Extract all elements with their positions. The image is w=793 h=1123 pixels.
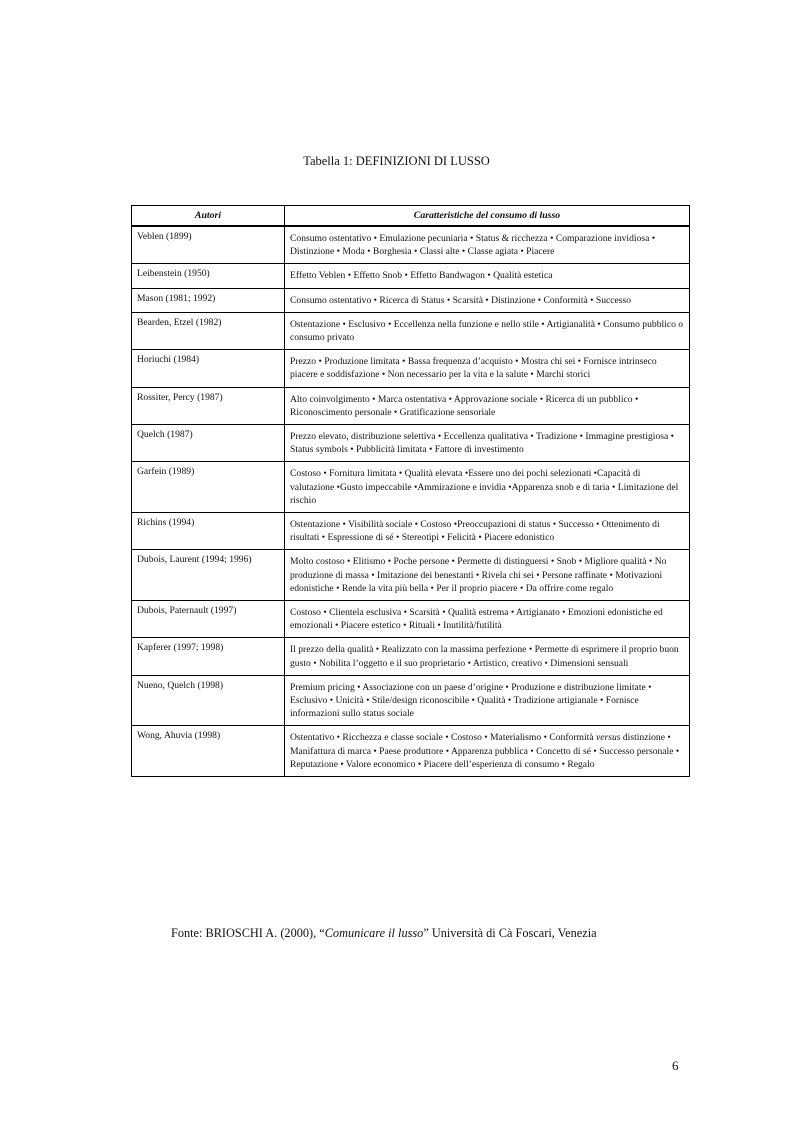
characteristics-cell: Prezzo elevato, distribuzione selettiva • Eccellenza qualitativa • Tradizione • Immagine prestigiosa • Status symbols • Pubblicità limitata • Fattore di investimento (285, 425, 690, 462)
characteristics-italic-term: versus (595, 732, 621, 744)
table-row (132, 350, 690, 387)
luxury-definitions-table-container (131, 205, 690, 777)
table-row (132, 387, 690, 424)
characteristics-cell: Consumo ostentativo • Emulazione pecuniaria • Status & ricchezza • Comparazione invidiosa • Distinzione • Moda • Borghesia • Classi alte • Classe agiata • Piacere (285, 226, 690, 264)
characteristics-cell: Il prezzo della qualità • Realizzato con la massima perfezione • Permette di esprimere il proprio buon gusto • Nobilita l’oggetto e il suo proprietario • Artistico, creativo • Dimensioni sensuali (285, 638, 690, 675)
author-cell: Dubois, Laurent (1994; 1996) (132, 550, 285, 601)
characteristics-cell: Costoso • Fornitura limitata • Qualità elevata •Essere uno dei pochi selezionati •Capacità di valutazione •Gusto impeccabile •Ammirazione e invidia •Apparenza snob e di taria • Limitazione del rischio (285, 462, 690, 513)
characteristics-cell: Effetto Veblen • Effetto Snob • Effetto Bandwagon • Qualità estetica (285, 264, 690, 288)
author-cell: Quelch (1987) (132, 425, 285, 462)
author-cell: Nueno, Quelch (1998) (132, 675, 285, 726)
author-cell: Bearden, Etzel (1982) (132, 312, 285, 349)
author-cell: Wong, Ahuvia (1998) (132, 726, 285, 777)
source-title: Comunicare il lusso (324, 926, 424, 940)
author-cell: Garfein (1989) (132, 462, 285, 513)
table-row (132, 726, 690, 777)
table-row (132, 550, 690, 601)
author-cell: Mason (1981; 1992) (132, 288, 285, 312)
characteristics-cell: Premium pricing • Associazione con un paese d’origine • Produzione e distribuzione limitate • Esclusivo • Unicità • Stile/design riconoscibile • Qualità • Tradizione artigianale • Fornisce informazioni sullo status sociale (285, 675, 690, 726)
source-prefix: Fonte: BRIOSCHI A. (2000), “ (171, 926, 325, 940)
author-cell: Horiuchi (1984) (132, 350, 285, 387)
author-cell: Richins (1994) (132, 513, 285, 550)
table-header-row (132, 206, 690, 227)
table-row (132, 425, 690, 462)
author-cell: Rossiter, Percy (1987) (132, 387, 285, 424)
table-row (132, 601, 690, 638)
table-row (132, 312, 690, 349)
luxury-definitions-table (131, 205, 690, 777)
table-row (132, 288, 690, 312)
characteristics-text-part: distinzione • Manifattura di marca • Paese produttore • Apparenza pubblica • Concetto di sé • Successo personale • Reputazione • Valore economico • Piacere dell’esperienza di consumo • Regalo (290, 732, 680, 770)
characteristics-cell: Costoso • Clientela esclusiva • Scarsità • Qualità estrema • Artigianato • Emozioni edonistiche ed emozionali • Piacere estetico • Rituali • Inutilità/futilità (285, 601, 690, 638)
table-caption: Tabella 1: DEFINIZIONI DI LUSSO (303, 154, 490, 168)
characteristics-cell: Prezzo • Produzione limitata • Bassa frequenza d’acquisto • Mostra chi sei • Fornisce intrinseco piacere e soddisfazione • Non necessario per la vita e la salute • Marchi storici (285, 350, 690, 387)
header-authors: Autori (132, 206, 285, 227)
table-row (132, 513, 690, 550)
characteristics-cell (285, 726, 690, 777)
characteristics-text-part: Ostentativo • Ricchezza e classe sociale • Costoso • Materialismo • Conformità (290, 732, 596, 744)
table-row (132, 462, 690, 513)
author-cell: Leibenstein (1950) (132, 264, 285, 288)
author-cell: Dubois, Paternault (1997) (132, 601, 285, 638)
page-number: 6 (672, 1058, 679, 1073)
characteristics-cell: Consumo ostentativo • Ricerca di Status • Scarsità • Distinzione • Conformità • Successo (285, 288, 690, 312)
table-row (132, 226, 690, 264)
table-row (132, 638, 690, 675)
author-cell: Veblen (1899) (132, 226, 285, 264)
characteristics-cell: Ostentazione • Esclusivo • Eccellenza nella funzione e nello stile • Artigianalità • Consumo pubblico o consumo privato (285, 312, 690, 349)
author-cell: Kapferer (1997; 1998) (132, 638, 285, 675)
table-row (132, 264, 690, 288)
source-suffix: ” Università di Cà Foscari, Venezia (423, 926, 597, 940)
characteristics-cell: Ostentazione • Visibilità sociale • Costoso •Preoccupazioni di status • Successo • Ottenimento di risultati • Espressione di sé • Stereotipi • Felicità • Piacere edonistico (285, 513, 690, 550)
source-citation (171, 926, 597, 941)
header-characteristics: Caratteristiche del consumo di lusso (285, 206, 690, 227)
characteristics-cell: Alto coinvolgimento • Marca ostentativa • Approvazione sociale • Ricerca di un pubblico • Riconoscimento personale • Gratificazione sensoriale (285, 387, 690, 424)
characteristics-cell: Molto costoso • Elitismo • Poche persone • Permette di distinguersi • Snob • Migliore qualità • No produzione di massa • Imitazione dei benestanti • Rivela chi sei • Persone raffinate • Motivazioni edonistiche • Rende la vita più bella • Per il proprio piacere • Da offrire come regalo (285, 550, 690, 601)
table-row (132, 675, 690, 726)
